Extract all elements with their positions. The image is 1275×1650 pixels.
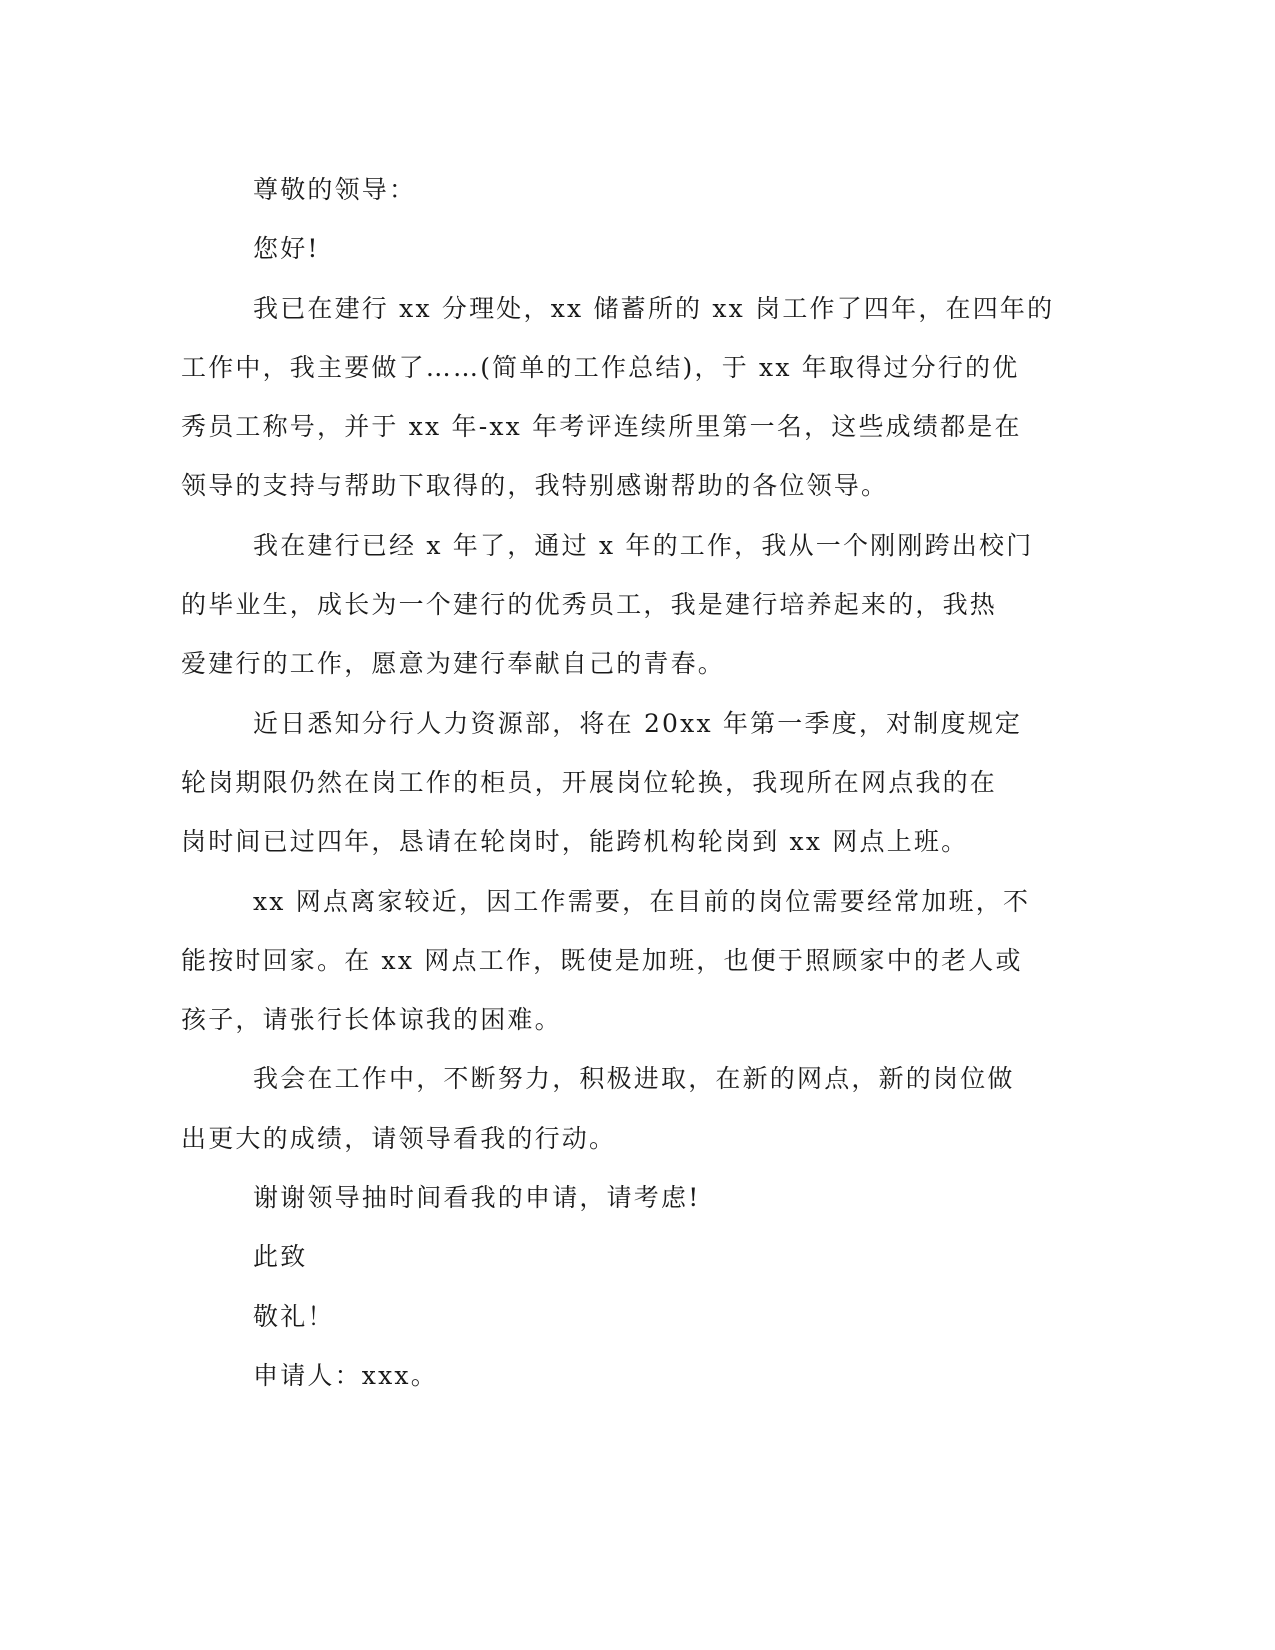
paragraph-4-line-1: xx 网点离家较近，因工作需要，在目前的岗位需要经常加班，不	[253, 886, 1031, 916]
paragraph-2-line-2: 的毕业生，成长为一个建行的优秀员工，我是建行培养起来的，我热	[181, 590, 998, 620]
signature-line: 申请人：xxx。	[253, 1360, 438, 1390]
paragraph-1-line-4: 领导的支持与帮助下取得的，我特别感谢帮助的各位领导。	[181, 471, 889, 501]
closing-line-1: 此致	[253, 1242, 308, 1272]
salutation: 尊敬的领导：	[253, 175, 417, 204]
greeting: 您好!	[253, 234, 320, 264]
paragraph-3-line-2: 轮岗期限仍然在岗工作的柜员，开展岗位轮换，我现所在网点我的在	[181, 767, 998, 797]
closing-line-2: 敬礼！	[253, 1301, 335, 1331]
paragraph-5-line-2: 出更大的成绩，请领导看我的行动。	[181, 1123, 617, 1153]
thanks-line: 谢谢领导抽时间看我的申请，请考虑!	[253, 1183, 701, 1213]
paragraph-3-line-1: 近日悉知分行人力资源部，将在 20xx 年第一季度，对制度规定	[253, 708, 1023, 738]
paragraph-1-line-3: 秀员工称号，并于 xx 年-xx 年考评连续所里第一名，这些成绩都是在	[181, 412, 1022, 442]
paragraph-2-line-3: 爱建行的工作，愿意为建行奉献自己的青春。	[181, 649, 726, 679]
paragraph-4-line-3: 孩子，请张行长体谅我的困难。	[181, 1005, 562, 1035]
paragraph-1-line-1: 我已在建行 xx 分理处，xx 储蓄所的 xx 岗工作了四年，在四年的	[253, 293, 1055, 323]
paragraph-3-line-3: 岗时间已过四年，恳请在轮岗时，能跨机构轮岗到 xx 网点上班。	[181, 827, 969, 857]
paragraph-4-line-2: 能按时回家。在 xx 网点工作，既使是加班，也便于照顾家中的老人或	[181, 945, 1023, 975]
paragraph-5-line-1: 我会在工作中，不断努力，积极进取，在新的网点，新的岗位做	[253, 1064, 1015, 1094]
paragraph-1-line-2: 工作中，我主要做了……(简单的工作总结)，于 xx 年取得过分行的优	[181, 352, 1020, 382]
paragraph-2-line-1: 我在建行已经 x 年了，通过 x 年的工作，我从一个刚刚跨出校门	[253, 530, 1034, 560]
letter-body	[181, 160, 1055, 1405]
